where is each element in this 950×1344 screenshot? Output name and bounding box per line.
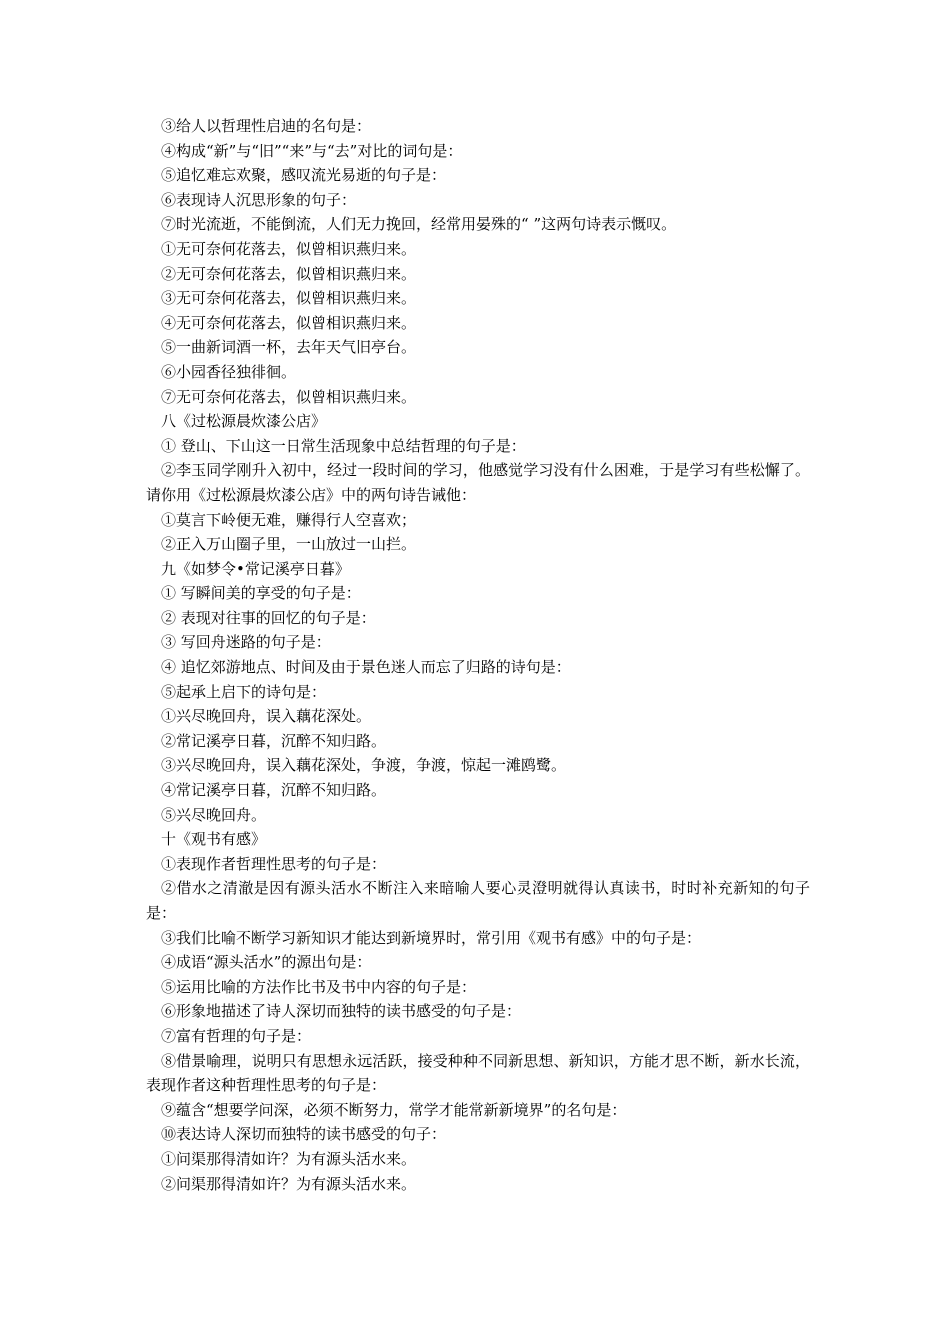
- question-line: ⑥表现诗人沉思形象的句子：: [161, 190, 357, 209]
- answer-line: ⑦无可奈何花落去，似曾相识燕归来。: [161, 387, 417, 406]
- answer-line: ④无可奈何花落去，似曾相识燕归来。: [161, 313, 417, 332]
- question-line: ④成语“源头活水”的源出句是：: [161, 953, 372, 972]
- answer-line: ①莫言下岭便无难，赚得行人空喜欢；: [161, 510, 417, 529]
- question-line: ④构成“新”与“旧”“来”与“去”对比的词句是：: [161, 141, 463, 160]
- answer-line: ③兴尽晚回舟，误入藕花深处，争渡，争渡，惊起一滩鸥鹭。: [161, 756, 567, 775]
- question-line: ① 写瞬间美的享受的句子是：: [161, 584, 361, 603]
- question-line: ⑦时光流逝，不能倒流，人们无力挽回，经常用晏殊的“ ”这两句诗表示慨叹。: [161, 215, 677, 234]
- answer-line: ①兴尽晚回舟，误入藕花深处。: [161, 707, 372, 726]
- answer-line: ⑤兴尽晚回舟。: [161, 805, 267, 824]
- answer-line: ②常记溪亭日暮，沉醉不知归路。: [161, 731, 387, 750]
- answer-line: ①无可奈何花落去，似曾相识燕归来。: [161, 239, 417, 258]
- answer-line: ⑤一曲新词酒一杯，去年天气旧亭台。: [161, 338, 417, 357]
- question-line: ③给人以哲理性启迪的名句是：: [161, 117, 372, 135]
- question-line: ⑤追忆难忘欢聚，感叹流光易逝的句子是：: [161, 166, 447, 185]
- document-body: [146, 114, 810, 1196]
- section-heading: 九《如梦令•常记溪亭日暮》: [161, 559, 350, 578]
- question-paragraph: ⑧借景喻理，说明只有思想永远活跃，接受种种不同新思想、新知识，方能才思不断，新水长流，表现作者这种哲理性思考的句子是：: [146, 1051, 810, 1095]
- question-line: ⑦富有哲理的句子是：: [161, 1026, 312, 1045]
- answer-line: ②无可奈何花落去，似曾相识燕归来。: [161, 264, 417, 283]
- question-line: ①表现作者哲理性思考的句子是：: [161, 854, 387, 873]
- question-line: ② 表现对往事的回忆的句子是：: [161, 608, 376, 627]
- question-line: ⑤起承上启下的诗句是：: [161, 682, 327, 701]
- question-line: ⑨蕴含“想要学问深，必须不断努力，常学才能常新新境界”的名句是：: [161, 1100, 627, 1119]
- answer-line: ①问渠那得清如许？为有源头活水来。: [161, 1149, 417, 1168]
- question-line: ③ 写回舟迷路的句子是：: [161, 633, 331, 652]
- question-paragraph: ②借水之清澈是因有源头活水不断注入来暗喻人要心灵澄明就得认真读书，时时补充新知的句子是：: [146, 879, 810, 922]
- answer-line: ②正入万山圈子里，一山放过一山拦。: [161, 535, 417, 554]
- question-line: ③我们比喻不断学习新知识才能达到新境界时，常引用《观书有感》中的句子是：: [161, 928, 702, 947]
- section-heading: 十《观书有感》: [161, 830, 267, 849]
- answer-line: ③无可奈何花落去，似曾相识燕归来。: [161, 289, 417, 308]
- section-heading: 八《过松源晨炊漆公店》: [161, 412, 327, 431]
- question-line: ① 登山、下山这一日常生活现象中总结哲理的句子是：: [161, 436, 526, 455]
- answer-line: ④常记溪亭日暮，沉醉不知归路。: [161, 781, 387, 800]
- question-line: ⑤运用比喻的方法作比书及书中内容的句子是：: [161, 977, 477, 996]
- question-line: ④ 追忆郊游地点、时间及由于景色迷人而忘了归路的诗句是：: [161, 658, 571, 677]
- answer-line: ⑥小园香径独徘徊。: [161, 362, 297, 381]
- question-line: ⑥形象地描述了诗人深切而独特的读书感受的句子是：: [161, 1002, 522, 1021]
- question-line: ⑩表达诗人深切而独特的读书感受的句子：: [161, 1125, 447, 1144]
- answer-line: ②问渠那得清如许？为有源头活水来。: [161, 1174, 417, 1193]
- question-paragraph: ②李玉同学刚升入初中，经过一段时间的学习，他感觉学习没有什么困难，于是学习有些松懈了。请你用《过松源晨炊漆公店》中的两句诗告诫他：: [146, 461, 810, 504]
